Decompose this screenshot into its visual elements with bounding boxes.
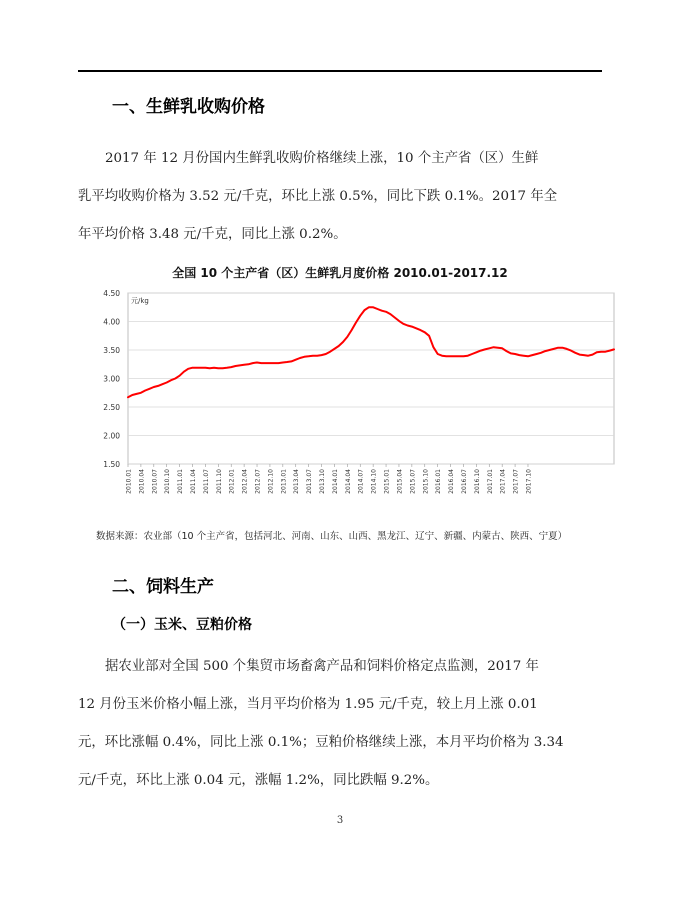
paragraph-line: 2017 年 12 月份国内生鲜乳收购价格继续上涨，10 个主产省（区）生鲜 <box>105 151 539 166</box>
x-tick-label: 2011.04 <box>190 469 198 494</box>
chart-data-source: 数据来源：农业部（10 个主产省，包括河北、河南、山东、山西、黑龙江、辽宁、新疆、内蒙古、陕西、宁夏） <box>96 531 568 542</box>
x-tick-label: 2014.04 <box>344 469 352 494</box>
y-tick-label: 3.50 <box>103 346 120 355</box>
section-heading-raw-milk-price: 一、生鲜乳收购价格 <box>112 97 265 117</box>
x-tick-label: 2013.04 <box>293 469 301 494</box>
page-number: 3 <box>336 815 344 826</box>
milk-price-line-chart <box>90 285 630 515</box>
x-tick-label: 2015.10 <box>422 469 430 494</box>
x-tick-label: 2010.04 <box>138 469 146 494</box>
y-axis-unit-label: 元/kg <box>131 297 149 305</box>
paragraph-line: 乳平均收购价格为 3.52 元/千克，环比上涨 0.5%，同比下跌 0.1%。2017 年全 <box>78 189 558 204</box>
price-series-line <box>128 307 614 397</box>
x-tick-label: 2017.01 <box>486 469 494 494</box>
x-tick-label: 2012.04 <box>241 469 249 494</box>
y-tick-label: 1.50 <box>103 460 120 469</box>
x-tick-label: 2015.01 <box>383 469 391 494</box>
x-tick-label: 2013.07 <box>306 469 314 494</box>
y-tick-label: 4.00 <box>103 317 120 327</box>
x-tick-label: 2016.10 <box>473 469 481 494</box>
header-rule <box>78 70 602 72</box>
x-tick-label: 2013.10 <box>319 469 327 494</box>
x-tick-label: 2013.01 <box>280 469 288 494</box>
x-tick-label: 2017.04 <box>499 469 507 494</box>
paragraph-line: 元，环比涨幅 0.4%，同比上涨 0.1%；豆粕价格继续上涨，本月平均价格为 3.34 <box>78 735 564 750</box>
x-tick-label: 2011.01 <box>177 469 185 494</box>
x-tick-label: 2010.10 <box>164 469 172 494</box>
x-tick-label: 2012.01 <box>228 469 236 494</box>
x-tick-label: 2015.04 <box>396 469 404 494</box>
x-tick-label: 2014.10 <box>370 469 378 494</box>
x-tick-label: 2011.07 <box>202 469 210 494</box>
x-tick-label: 2010.07 <box>151 469 159 494</box>
paragraph-line: 元/千克，环比上涨 0.04 元，涨幅 1.2%，同比跌幅 9.2%。 <box>78 773 439 788</box>
x-tick-label: 2016.04 <box>448 469 456 494</box>
x-tick-label: 2010.01 <box>125 469 133 494</box>
x-tick-label: 2017.07 <box>512 469 520 494</box>
x-tick-label: 2014.07 <box>357 469 365 494</box>
section-heading-feed-production: 二、饲料生产 <box>112 577 214 597</box>
chart-title: 全国 10 个主产省（区）生鲜乳月度价格 2010.01-2017.12 <box>172 266 508 280</box>
x-tick-label: 2014.01 <box>331 469 339 494</box>
paragraph-line: 据农业部对全国 500 个集贸市场畜禽产品和饲料价格定点监测，2017 年 <box>105 659 539 674</box>
paragraph-corn-soymeal-price <box>78 648 602 800</box>
x-tick-label: 2011.10 <box>215 469 223 494</box>
subsection-heading-corn-soymeal-price: （一）玉米、豆粕价格 <box>112 617 252 633</box>
y-tick-label: 2.00 <box>103 431 120 441</box>
x-tick-label: 2015.07 <box>409 469 417 494</box>
x-tick-label: 2017.10 <box>525 469 533 494</box>
x-tick-label: 2016.07 <box>460 469 468 494</box>
paragraph-line: 12 月份玉米价格小幅上涨，当月平均价格为 1.95 元/千克，较上月上涨 0.01 <box>78 697 538 712</box>
x-tick-label: 2012.07 <box>254 469 262 494</box>
x-tick-label: 2012.10 <box>267 469 275 494</box>
x-tick-label: 2016.01 <box>435 469 443 494</box>
y-tick-label: 3.00 <box>103 374 120 384</box>
y-tick-label: 4.50 <box>103 289 120 298</box>
paragraph-raw-milk-price <box>78 140 602 254</box>
paragraph-line: 年平均价格 3.48 元/千克，同比上涨 0.2%。 <box>78 227 347 242</box>
y-tick-label: 2.50 <box>103 403 120 412</box>
